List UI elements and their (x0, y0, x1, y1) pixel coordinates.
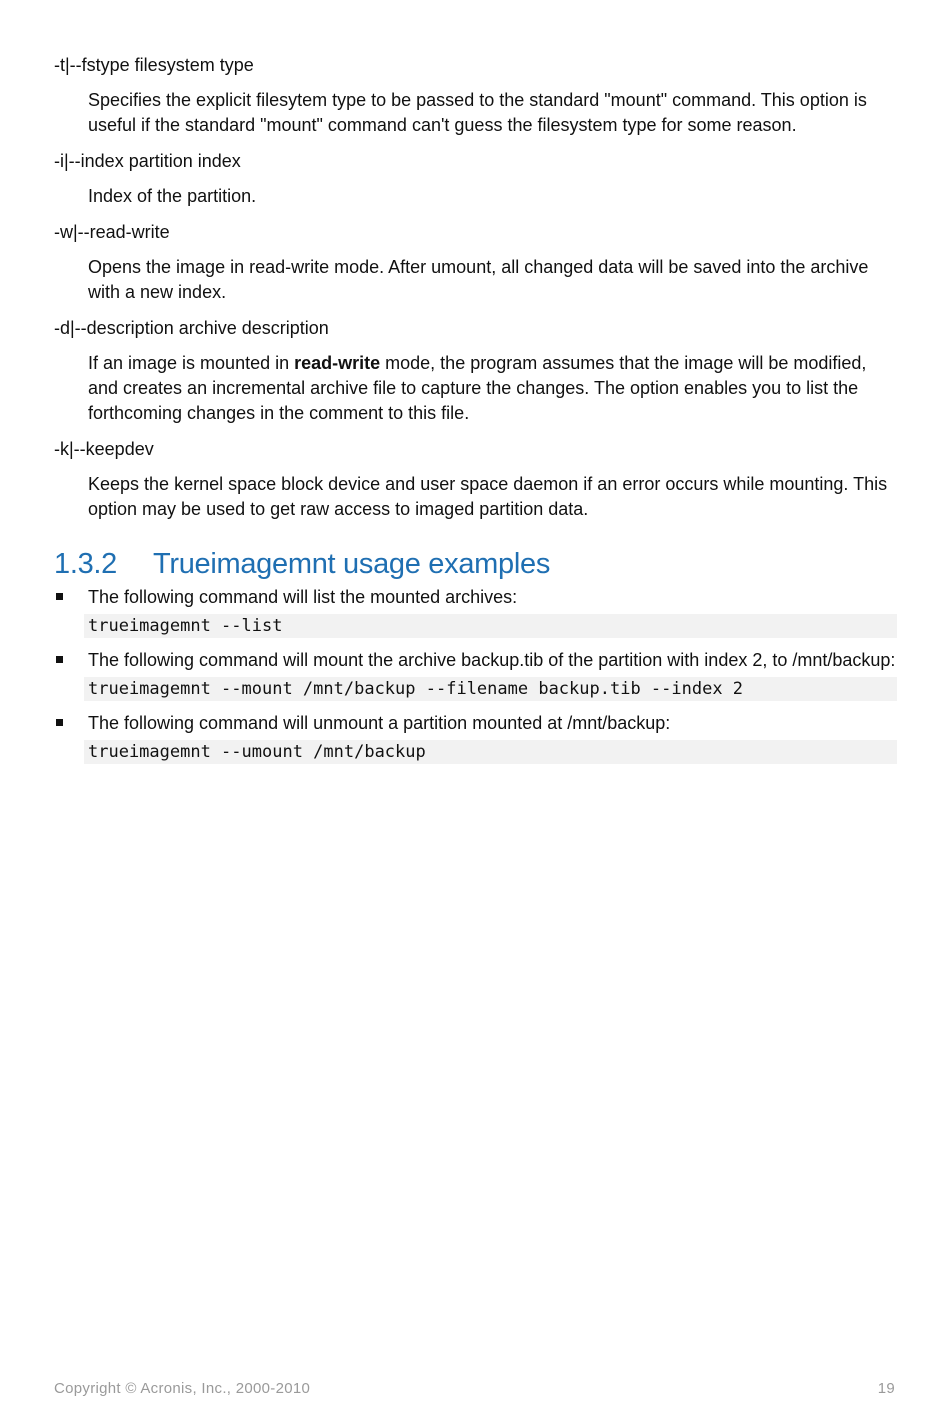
page-footer (54, 1380, 895, 1397)
code-block: trueimagemnt --mount /mnt/backup --filename backup.tib --index 2 (84, 677, 897, 701)
list-item (54, 648, 897, 701)
example-text: The following command will unmount a partition mounted at /mnt/backup: (88, 713, 671, 733)
examples-list (54, 585, 897, 764)
option-description: Index of the partition. (88, 186, 257, 206)
list-item (54, 711, 897, 764)
option-index (54, 149, 897, 209)
option-flag: -k|--keepdev (54, 439, 154, 459)
description-bold-term: read-write (294, 353, 381, 373)
option-read-write (54, 220, 897, 305)
square-bullet-icon (56, 593, 63, 600)
option-description: Opens the image in read-write mode. After umount, all changed data will be saved into the archive with a new index. (88, 257, 869, 302)
section-title: Trueimagemnt usage examples (153, 548, 551, 580)
option-description-flag (54, 316, 897, 426)
option-flag: -t|--fstype filesystem type (54, 55, 254, 75)
code-block: trueimagemnt --list (84, 614, 897, 638)
list-item (54, 585, 897, 638)
option-description: Specifies the explicit filesytem type to be passed to the standard "mount" command. This option is useful if the standard "mount" command can't guess the filesystem type for some reason. (88, 90, 867, 135)
example-text: The following command will mount the archive backup.tib of the partition with index 2, to /mnt/backup: (88, 650, 896, 670)
page-content (54, 53, 897, 774)
section-heading (54, 547, 897, 581)
code-block: trueimagemnt --umount /mnt/backup (84, 740, 897, 764)
copyright-text: Copyright © Acronis, Inc., 2000-2010 (54, 1380, 311, 1397)
option-flag: -w|--read-write (54, 222, 170, 242)
page-number: 19 (877, 1380, 895, 1397)
option-description (88, 351, 897, 426)
option-keepdev (54, 437, 897, 522)
description-text-after: mode, the program assumes that the image will be modified, and creates an incremental archive file to capture the changes. The option enables you to list the forthcoming changes in the comment to this file. (88, 353, 867, 423)
example-text: The following command will list the mounted archives: (88, 587, 518, 607)
option-fstype (54, 53, 897, 138)
description-text-before: If an image is mounted in (88, 353, 295, 373)
section-number: 1.3.2 (54, 548, 117, 580)
option-flag: -i|--index partition index (54, 151, 241, 171)
square-bullet-icon (56, 656, 63, 663)
square-bullet-icon (56, 719, 63, 726)
option-description: Keeps the kernel space block device and user space daemon if an error occurs while mounting. This option may be used to get raw access to imaged partition data. (88, 474, 888, 519)
option-flag: -d|--description archive description (54, 318, 329, 338)
